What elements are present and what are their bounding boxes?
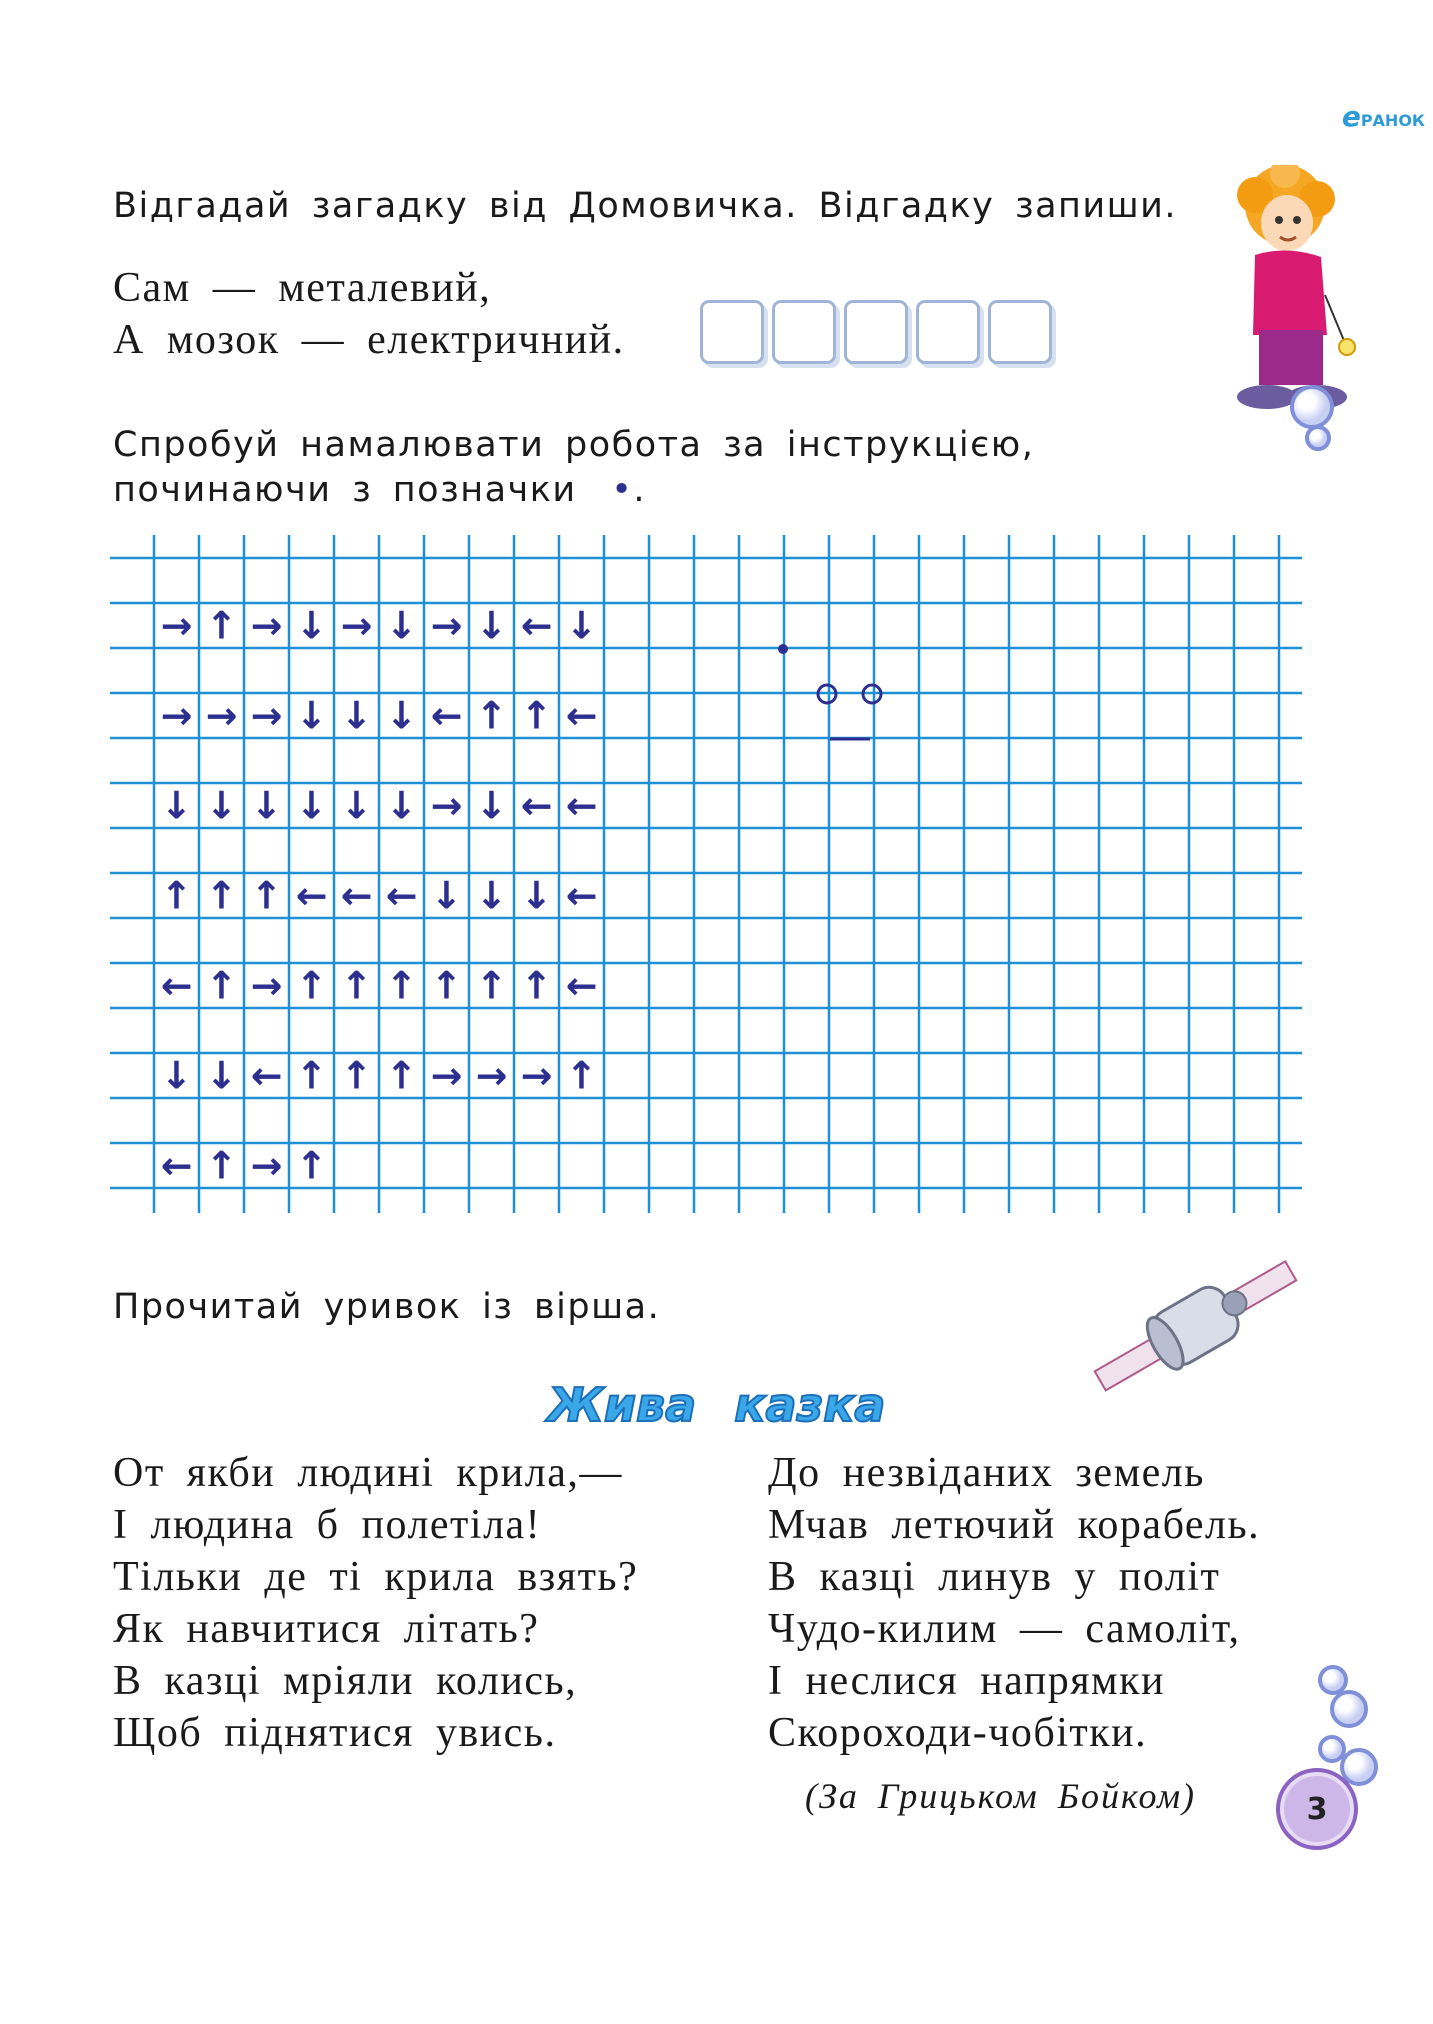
arrow-right-icon: → <box>475 1053 508 1098</box>
arrow-up-icon: ↑ <box>295 1143 328 1188</box>
answer-box[interactable] <box>916 300 980 364</box>
poem-line: Чудо-килим — самоліт, <box>768 1606 1241 1652</box>
arrow-left-icon: ← <box>160 963 193 1008</box>
poem-line: До незвіданих земель <box>768 1450 1205 1496</box>
arrow-left-icon: ← <box>565 783 598 828</box>
arrow-right-icon: → <box>250 603 283 648</box>
start-point-icon <box>778 644 788 654</box>
arrow-up-icon: ↑ <box>520 963 553 1008</box>
arrow-down-icon: ↓ <box>160 783 193 828</box>
character-pants <box>1259 330 1323 385</box>
poem-line: В казці линув у політ <box>768 1554 1221 1600</box>
poem-line: Мчав летючий корабель. <box>768 1502 1261 1548</box>
poem-line: І неслися напрямки <box>768 1658 1166 1704</box>
drawing-grid[interactable] <box>110 535 1310 1213</box>
arrow-right-icon: → <box>160 603 193 648</box>
poem-column-2 <box>768 1447 1260 1759</box>
publisher-logo: eРАНОК <box>1341 100 1425 133</box>
page-number: 3 <box>1276 1768 1358 1850</box>
arrow-down-icon: ↓ <box>295 603 328 648</box>
poem-line: Скороходи-чобітки. <box>768 1710 1148 1756</box>
arrow-left-icon: ← <box>520 603 553 648</box>
arrow-down-icon: ↓ <box>565 603 598 648</box>
riddle-line-2: А мозок — електричний. <box>113 317 625 363</box>
arrow-up-icon: ↑ <box>430 963 463 1008</box>
arrow-left-icon: ← <box>340 873 373 918</box>
arrow-up-icon: ↑ <box>205 873 238 918</box>
poem-line: От якби людині крила,— <box>113 1450 623 1496</box>
arrow-left-icon: ← <box>520 783 553 828</box>
arrow-right-icon: → <box>250 963 283 1008</box>
arrow-left-icon: ← <box>250 1053 283 1098</box>
riddle-line-1: Сам — металевий, <box>113 265 492 311</box>
arrow-left-icon: ← <box>295 873 328 918</box>
arrow-down-icon: ↓ <box>385 783 418 828</box>
poem-line: Щоб піднятися увись. <box>113 1710 557 1756</box>
start-mark-icon: • <box>611 470 634 510</box>
flower-icon <box>1339 339 1355 355</box>
arrow-right-icon: → <box>250 1143 283 1188</box>
arrow-up-icon: ↑ <box>205 963 238 1008</box>
grid-lines <box>110 535 1310 1213</box>
arrow-up-icon: ↑ <box>295 963 328 1008</box>
arrow-up-icon: ↑ <box>340 963 373 1008</box>
task2-instruction-line-2: починаючи з позначки •. <box>113 470 647 510</box>
arrow-up-icon: ↑ <box>295 1053 328 1098</box>
answer-box[interactable] <box>772 300 836 364</box>
answer-box[interactable] <box>700 300 764 364</box>
poem-line: Тільки де ті крила взять? <box>113 1554 639 1600</box>
poem-line: Як навчитися літать? <box>113 1606 540 1652</box>
arrow-down-icon: ↓ <box>340 693 373 738</box>
arrow-down-icon: ↓ <box>160 1053 193 1098</box>
poem-title: Жива казка <box>547 1378 886 1432</box>
arrow-left-icon: ← <box>565 873 598 918</box>
arrow-right-icon: → <box>520 1053 553 1098</box>
arrow-down-icon: ↓ <box>205 1053 238 1098</box>
arrow-up-icon: ↑ <box>385 963 418 1008</box>
arrow-left-icon: ← <box>385 873 418 918</box>
task1-instruction: Відгадай загадку від Домовичка. Відгадку запиши. <box>113 186 1178 226</box>
answer-box[interactable] <box>988 300 1052 364</box>
answer-boxes <box>700 300 1052 364</box>
arrow-up-icon: ↑ <box>205 603 238 648</box>
arrow-right-icon: → <box>160 693 193 738</box>
arrow-down-icon: ↓ <box>430 873 463 918</box>
arrow-down-icon: ↓ <box>250 783 283 828</box>
arrow-up-icon: ↑ <box>160 873 193 918</box>
bubble-icon <box>1290 385 1334 429</box>
arrow-down-icon: ↓ <box>295 693 328 738</box>
arrow-up-icon: ↑ <box>250 873 283 918</box>
arrow-right-icon: → <box>340 603 373 648</box>
arrow-left-icon: ← <box>160 1143 193 1188</box>
poem-line: І людина б полетіла! <box>113 1502 542 1548</box>
bubble-icon <box>1305 425 1331 451</box>
arrow-down-icon: ↓ <box>385 693 418 738</box>
arrow-down-icon: ↓ <box>205 783 238 828</box>
bubble-icon <box>1330 1690 1368 1728</box>
arrow-left-icon: ← <box>565 693 598 738</box>
character-shirt <box>1253 250 1327 335</box>
poem-author: (За Грицьком Бойком) <box>805 1776 1197 1816</box>
character-face <box>1261 195 1313 251</box>
arrow-up-icon: ↑ <box>385 1053 418 1098</box>
arrow-right-icon: → <box>430 1053 463 1098</box>
arrow-right-icon: → <box>430 603 463 648</box>
arrow-up-icon: ↑ <box>565 1053 598 1098</box>
poem-column-1 <box>113 1447 638 1759</box>
arrow-down-icon: ↓ <box>475 603 508 648</box>
arrow-down-icon: ↓ <box>340 783 373 828</box>
task3-instruction: Прочитай уривок із вірша. <box>113 1287 661 1327</box>
arrow-down-icon: ↓ <box>475 873 508 918</box>
arrow-right-icon: → <box>205 693 238 738</box>
answer-box[interactable] <box>844 300 908 364</box>
arrow-down-icon: ↓ <box>385 603 418 648</box>
task2-instruction-line-1: Спробуй намалювати робота за інструкцією, <box>113 425 1035 465</box>
arrow-up-icon: ↑ <box>205 1143 238 1188</box>
arrow-down-icon: ↓ <box>475 783 508 828</box>
arrow-up-icon: ↑ <box>520 693 553 738</box>
arrow-right-icon: → <box>430 783 463 828</box>
arrow-left-icon: ← <box>565 963 598 1008</box>
arrow-down-icon: ↓ <box>520 873 553 918</box>
arrow-up-icon: ↑ <box>340 1053 373 1098</box>
arrow-up-icon: ↑ <box>475 963 508 1008</box>
arrow-left-icon: ← <box>430 693 463 738</box>
arrow-right-icon: → <box>250 693 283 738</box>
arrow-up-icon: ↑ <box>475 693 508 738</box>
poem-line: В казці мріяли колись, <box>113 1658 578 1704</box>
arrow-down-icon: ↓ <box>295 783 328 828</box>
